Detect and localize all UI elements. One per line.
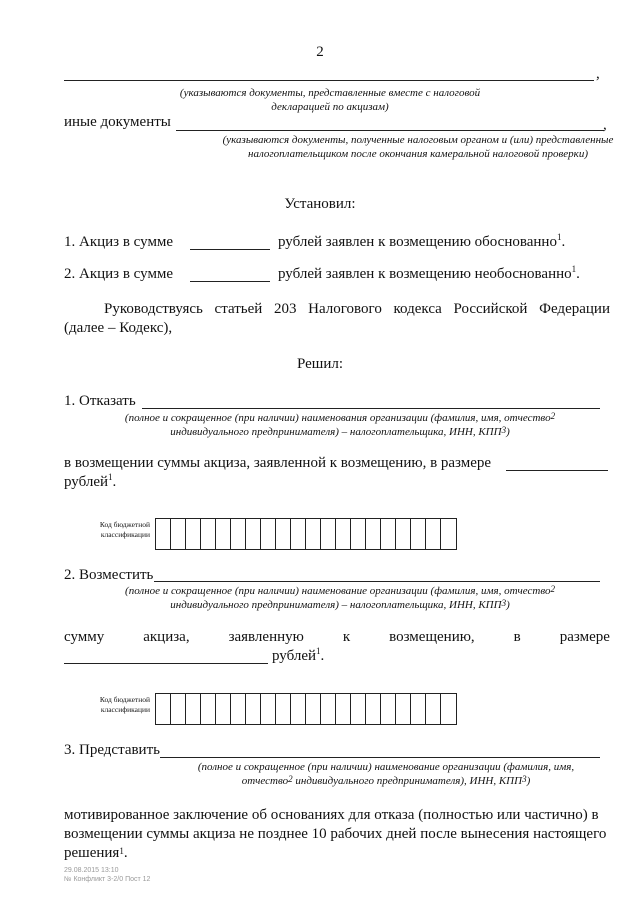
kbk-cell[interactable]	[321, 694, 336, 724]
submit-note: (полное и сокращенное (при наличии) наименование организации (фамилия, имя, отчество$^2$ индивидуального предпринимателя), ИНН, КПП$^3$)	[197, 761, 575, 787]
kbk-cell[interactable]	[201, 519, 216, 549]
kbk-cell[interactable]	[216, 694, 231, 724]
kbk-cell[interactable]	[381, 519, 396, 549]
kbk-cell[interactable]	[231, 694, 246, 724]
documents-note: (указываются документы, представленные вместе с налоговой декларацией по акцизам)	[179, 87, 481, 113]
reimburse-amount-line	[64, 663, 268, 664]
submit-label: 3. Представить	[64, 742, 160, 758]
submit-text: мотивированное заключение об основаниях для отказа (полностью или частично) в возмещении суммы акциза не позднее 10 рабочих дней после вынесения настоящего решения$^1$.	[64, 807, 607, 861]
kbk-cell[interactable]	[291, 519, 306, 549]
kbk-cell[interactable]	[276, 694, 291, 724]
kbk-cell[interactable]	[246, 694, 261, 724]
kbk-cell[interactable]	[336, 694, 351, 724]
submit-line	[160, 757, 600, 758]
other-documents-line	[176, 130, 604, 131]
other-documents-label: иные документы	[64, 114, 171, 130]
refuse-label: 1. Отказать	[64, 393, 136, 409]
kbk-cell[interactable]	[156, 694, 171, 724]
item1-amount-line	[190, 249, 270, 250]
kbk-cell[interactable]	[231, 519, 246, 549]
kbk-cell[interactable]	[186, 694, 201, 724]
kbk-cell[interactable]	[366, 519, 381, 549]
reimburse-note: (полное и сокращенное (при наличии) наименование организации (фамилия, имя, отчество$^2$ индивидуального предпринимателя) – налогоплательщика, ИНН, КПП$^3$)	[125, 584, 555, 611]
reimburse-text-line1: сумму акциза, заявленную к возмещению, в размере	[64, 629, 610, 645]
guided-by-line1: Руководствуясь статьей 203 Налогового кодекса Российской Федерации	[104, 301, 610, 317]
kbk-cell[interactable]	[396, 694, 411, 724]
documents-line-comma: ,	[596, 66, 600, 82]
print-stamp: 29.08.2015 13:10 № Конфликт 3-2/0 Пост 12	[64, 867, 151, 883]
kbk1-label: Код бюджетной классификации	[99, 520, 150, 539]
kbk-cell[interactable]	[366, 694, 381, 724]
guided-by-line2: (далее – Кодекс),	[64, 320, 173, 336]
kbk-cell[interactable]	[411, 694, 426, 724]
refuse-note: (полное и сокращенное (при наличии) наименования организации (фамилия, имя, отчество$^2$ индивидуального предпринимателя) – налогоплательщика, ИНН, КПП$^3$)	[124, 411, 556, 438]
item2-amount-line	[190, 281, 270, 282]
reimburse-line	[154, 581, 600, 582]
kbk-cell[interactable]	[411, 519, 426, 549]
documents-line	[64, 80, 594, 81]
kbk-cell[interactable]	[261, 694, 276, 724]
kbk-cell[interactable]	[351, 519, 366, 549]
kbk-cell[interactable]	[171, 519, 186, 549]
decided-heading: Решил:	[296, 356, 344, 372]
item1-prefix: 1. Акциз в сумме	[64, 234, 174, 250]
page-number: 2	[316, 44, 324, 60]
kbk-cell[interactable]	[261, 519, 276, 549]
kbk-cell[interactable]	[306, 519, 321, 549]
kbk-cell[interactable]	[171, 694, 186, 724]
refuse-text-line1: в возмещении суммы акциза, заявленной к возмещению, в размере	[64, 455, 492, 471]
kbk-cell[interactable]	[426, 694, 441, 724]
refuse-text-line2: рублей$^1$.	[64, 472, 117, 490]
item2-text: рублей заявлен к возмещению необоснованно$^1$.	[278, 264, 580, 282]
refuse-amount-line	[506, 470, 608, 471]
kbk-cell[interactable]	[426, 519, 441, 549]
kbk-cell[interactable]	[381, 694, 396, 724]
refuse-line	[142, 408, 600, 409]
kbk-cell[interactable]	[321, 519, 336, 549]
kbk2-label: Код бюджетной классификации	[99, 695, 150, 714]
kbk-cell[interactable]	[336, 519, 351, 549]
item2-prefix: 2. Акциз в сумме	[64, 266, 174, 282]
reimburse-text-line2: рублей$^1$.	[272, 646, 325, 664]
kbk-cell[interactable]	[441, 519, 456, 549]
kbk-cell[interactable]	[396, 519, 411, 549]
kbk2-grid[interactable]	[155, 693, 457, 725]
established-heading: Установил:	[284, 196, 356, 212]
kbk-cell[interactable]	[351, 694, 366, 724]
kbk-cell[interactable]	[246, 519, 261, 549]
kbk-cell[interactable]	[156, 519, 171, 549]
reimburse-label: 2. Возместить	[64, 567, 154, 583]
kbk-cell[interactable]	[186, 519, 201, 549]
kbk-cell[interactable]	[291, 694, 306, 724]
kbk-cell[interactable]	[306, 694, 321, 724]
kbk-cell[interactable]	[216, 519, 231, 549]
other-documents-note: (указываются документы, полученные налоговым органом и (или) представленные налогоплательщиком после окончания камеральной налоговой проверки)	[222, 134, 614, 160]
kbk-cell[interactable]	[201, 694, 216, 724]
item1-text: рублей заявлен к возмещению обоснованно$^1$.	[278, 232, 566, 250]
other-documents-comma: ,	[603, 117, 607, 133]
kbk-cell[interactable]	[276, 519, 291, 549]
kbk1-grid[interactable]	[155, 518, 457, 550]
kbk-cell[interactable]	[441, 694, 456, 724]
